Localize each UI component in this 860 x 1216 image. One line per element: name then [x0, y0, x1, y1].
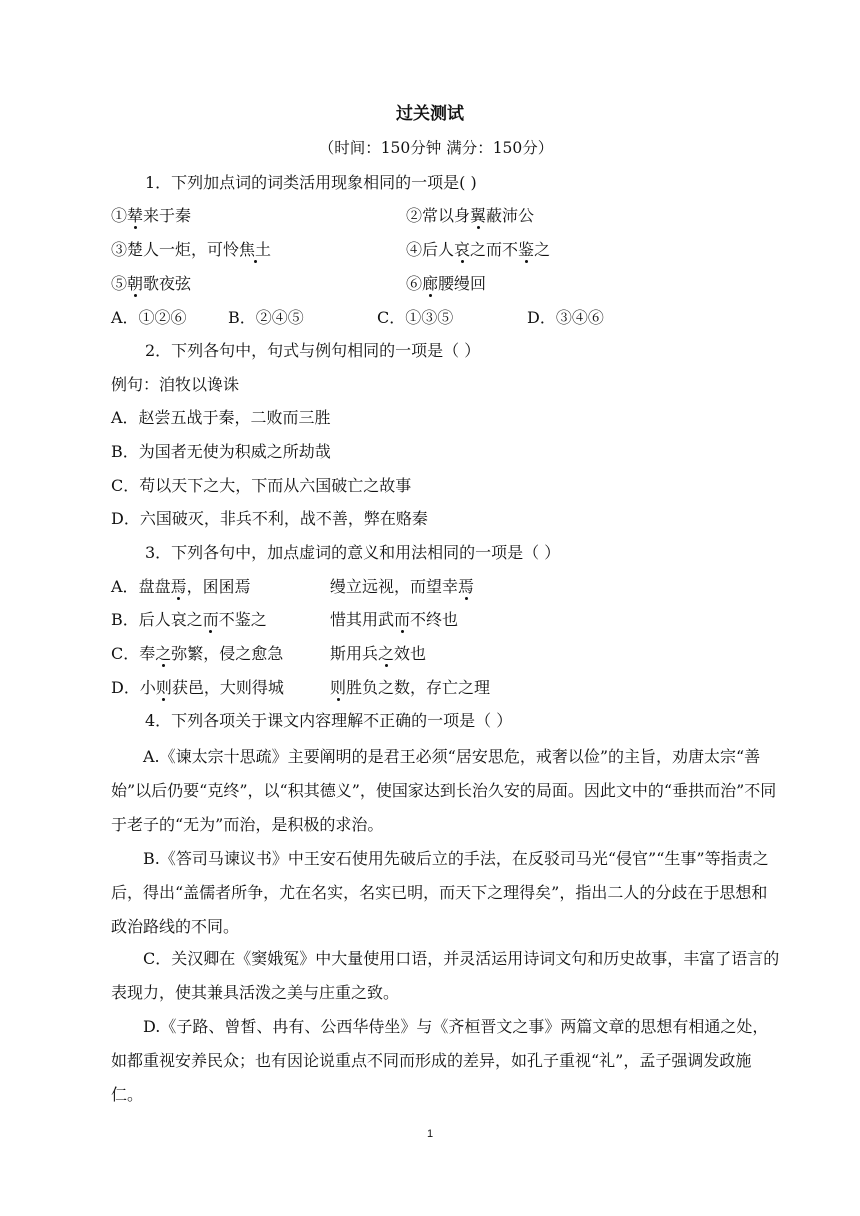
page-subtitle: （时间：150分钟 满分：150分）: [318, 139, 554, 157]
page-title: 过关测试: [396, 104, 464, 124]
q3-row-a-right: 缦立远视，而望幸焉: [330, 577, 475, 596]
q1-option-d: D．③④⑥: [527, 308, 604, 327]
q4-option-d: D.《子路、曾皙、冉有、公西华侍坐》与《齐桓晋文之事》两篇文章的思想有相通之处，如都重视安养民众；也有因论说重点不同而形成的差异，如孔子重视“礼”，孟子强调发政施仁。: [111, 1017, 769, 1104]
q3-row-d-left: D．小则获邑，大则得城: [111, 678, 284, 697]
q2-option-a: A．赵尝五战于秦，二败而三胜: [111, 408, 331, 427]
q1-option-b: B．②④⑤: [228, 308, 304, 327]
q1-stem: 1．下列加点词的词类活用现象相同的一项是( ): [145, 173, 477, 192]
q3-row-c-left: C．奉之弥繁，侵之愈急: [111, 644, 284, 663]
q1-item-3: ③楚人一炬，可怜焦土: [111, 240, 272, 259]
q2-example: 例句：洎牧以谗诛: [111, 375, 240, 394]
q1-item-4: ④后人哀之而不鉴之: [406, 240, 551, 259]
q1-item-5: ⑤朝歌夜弦: [111, 274, 192, 293]
q1-option-c: C．①③⑤: [377, 308, 454, 327]
q3-row-c-right: 斯用兵之效也: [330, 644, 427, 663]
q3-row-b-left: B．后人哀之而不鉴之: [111, 610, 267, 629]
q1-item-2: ②常以身翼蔽沛公: [406, 206, 535, 225]
q3-stem: 3．下列各句中，加点虚词的意义和用法相同的一项是（ ）: [145, 543, 561, 562]
page-number: 1: [426, 1128, 434, 1140]
q3-row-a-left: A．盘盘焉，囷囷焉: [111, 577, 251, 596]
q3-row-b-right: 惜其用武而不终也: [330, 610, 459, 629]
q1-item-1: ①辇来于秦: [111, 206, 192, 225]
q2-option-c: C．苟以天下之大，下而从六国破亡之故事: [111, 476, 412, 495]
q1-item-6: ⑥廊腰缦回: [406, 274, 487, 293]
q2-option-d: D．六国破灭，非兵不利，战不善，弊在赂秦: [111, 509, 428, 528]
q2-stem: 2．下列各句中，句式与例句相同的一项是（ ）: [145, 341, 481, 360]
q4-stem: 4．下列各项关于课文内容理解不正确的一项是（ ）: [145, 711, 513, 730]
q1-option-a: A．①②⑥: [111, 308, 187, 327]
q3-row-d-right: 则胜负之数，存亡之理: [330, 678, 491, 697]
q4-option-c: C．关汉卿在《窦娥冤》中大量使用口语，并灵活运用诗词文句和历史故事，丰富了语言的表现力，使其兼具活泼之美与庄重之致。: [111, 949, 780, 1002]
q2-option-b: B．为国者无使为积威之所劫哉: [111, 442, 331, 461]
q4-option-a: A.《谏太宗十思疏》主要阐明的是君王必须“居安思危，戒奢以俭”的主旨，劝唐太宗“善始”以后仍要“克终”，以“积其德义”，使国家达到长治久安的局面。因此文中的“垂拱而治”不同于老子的“无为”而治，是积极的求治。: [111, 747, 777, 834]
q4-option-b: B.《答司马谏议书》中王安石使用先破后立的手法，在反驳司马光“侵官”“生事”等指责之后，得出“盖儒者所争，尤在名实，名实已明，而天下之理得矣”，指出二人的分歧在于思想和政治路线的不同。: [111, 849, 769, 936]
